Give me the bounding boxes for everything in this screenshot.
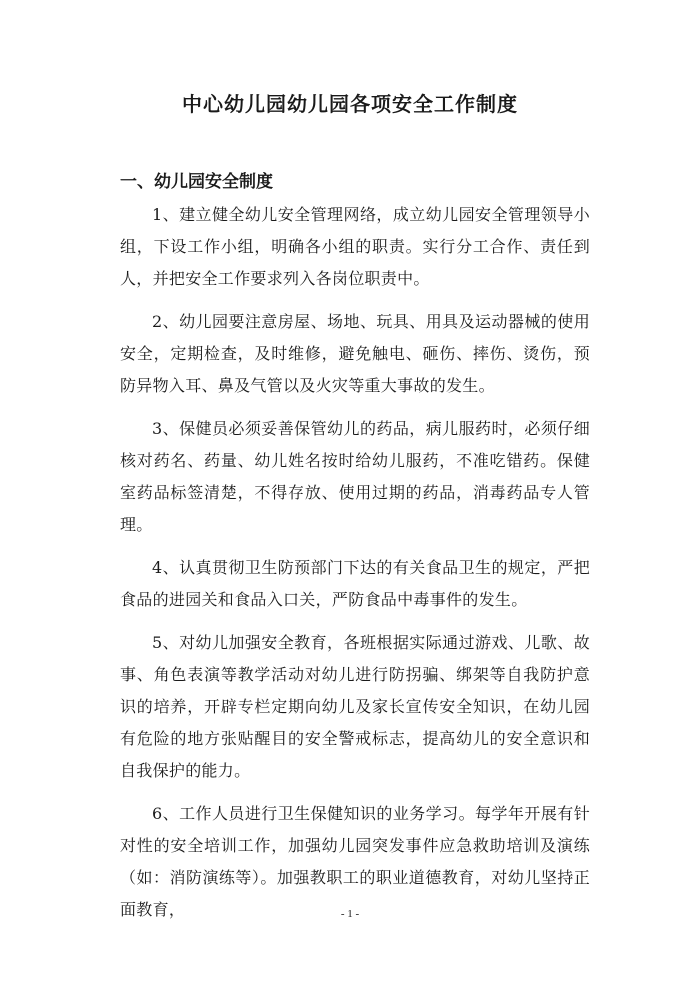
paragraph-1: 1、建立健全幼儿安全管理网络，成立幼儿园安全管理领导小组，下设工作小组，明确各小组的职责。实行分工合作、责任到人，并把安全工作要求列入各岗位职责中。	[120, 205, 590, 288]
page-number: - 1 -	[340, 908, 360, 920]
document-title: 中心幼儿园幼儿园各项安全工作制度	[182, 92, 518, 116]
section-heading: 一、幼儿园安全制度	[120, 172, 273, 192]
paragraph-2: 2、幼儿园要注意房屋、场地、玩具、用具及运动器械的使用安全，定期检查，及时维修，避免触电、砸伤、摔伤、烫伤，预防异物入耳、鼻及气管以及火灾等重大事故的发生。	[120, 312, 590, 395]
paragraph-4: 4、认真贯彻卫生防预部门下达的有关食品卫生的规定，严把食品的进园关和食品入口关，严防食品中毒事件的发生。	[120, 558, 590, 609]
paragraph-6: 6、工作人员进行卫生保健知识的业务学习。每学年开展有针对性的安全培训工作，加强幼儿园突发事件应急救助培训及演练（如：消防演练等）。加强教职工的职业道德教育，对幼儿坚持正面教育，	[120, 804, 590, 919]
document-body	[120, 199, 590, 937]
paragraph-5: 5、对幼儿加强安全教育，各班根据实际通过游戏、儿歌、故事、角色表演等教学活动对幼儿进行防拐骗、绑架等自我防护意识的培养，开辟专栏定期向幼儿及家长宣传安全知识，在幼儿园有危险的地方张贴醒目的安全警戒标志，提高幼儿的安全意识和自我保护的能力。	[120, 633, 590, 780]
paragraph-3: 3、保健员必须妥善保管幼儿的药品，病儿服药时，必须仔细核对药名、药量、幼儿姓名按时给幼儿服药，不准吃错药。保健室药品标签清楚，不得存放、使用过期的药品，消毒药品专人管理。	[120, 419, 590, 534]
